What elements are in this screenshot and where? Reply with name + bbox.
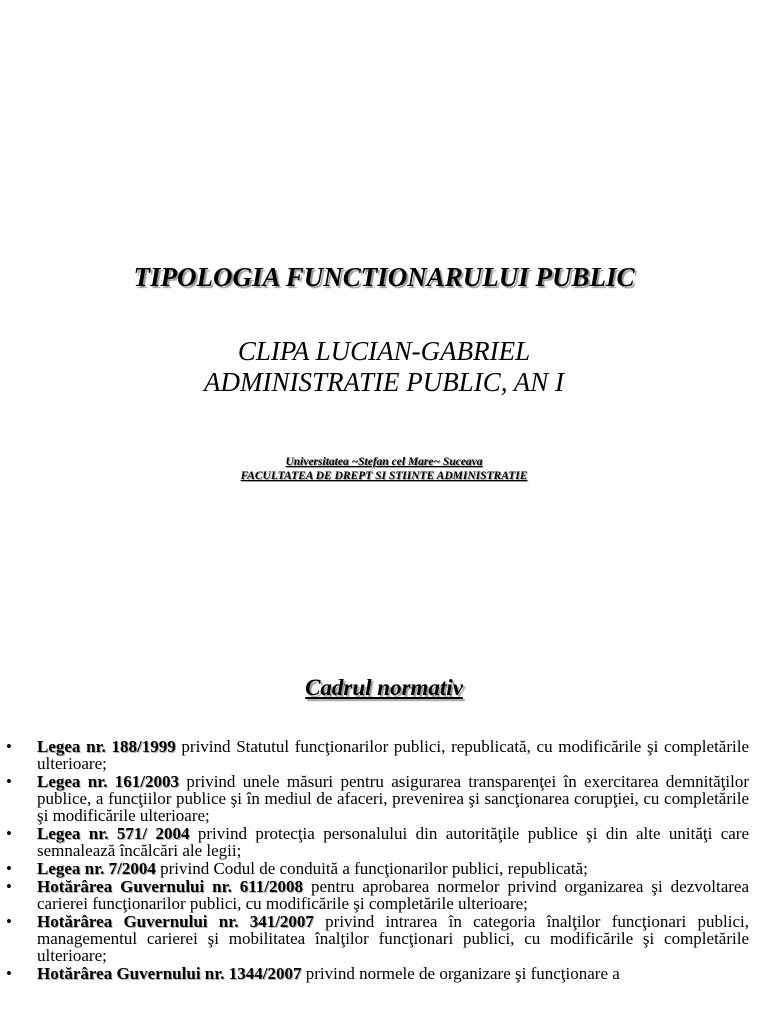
law-description: privind Statutul funcţionarilor publici, republicată, cu modificările şi completările ulterioare; (37, 737, 749, 773)
author-name: CLIPA LUCIAN-GABRIEL (237, 336, 531, 366)
presentation-title: TIPOLOGIA FUNCTIONARULUI PUBLIC (133, 262, 635, 292)
university-name: Universitatea ~Stefan cel Mare~ Suceava (285, 456, 483, 468)
law-reference: Hotărârea Guvernului nr. 611/2008 (37, 877, 304, 896)
law-reference: Hotărârea Guvernului nr. 341/2007 (37, 912, 314, 931)
law-description: privind Codul de conduită a funcţionarilor publici, republicată; (155, 859, 588, 878)
institution-block (0, 455, 768, 483)
law-reference: Legea nr. 7/2004 (37, 859, 156, 878)
list-item (0, 738, 768, 772)
faculty-name: FACULTATEA DE DREPT SI STIINTE ADMINISTRATIE (240, 470, 528, 482)
list-item (0, 860, 768, 877)
law-reference: Legea nr. 161/2003 (37, 772, 179, 791)
bullet-icon: • (6, 737, 12, 756)
author-program: ADMINISTRATIE PUBLIC, AN I (204, 367, 564, 397)
law-reference: Hotărârea Guvernului nr. 1344/2007 (37, 964, 302, 983)
bullet-icon: • (6, 912, 12, 931)
list-item (0, 965, 768, 982)
list-item (0, 913, 768, 964)
law-reference: Legea nr. 571/ 2004 (37, 824, 190, 843)
law-description: privind intrarea în categoria înalţilor funcţionari publici, managementul carierei şi mobilitatea înalţilor funcţionari publici, cu modificările şi completările ulterioare; (37, 912, 749, 965)
law-description: pentru aprobarea normelor privind organizarea şi dezvoltarea carierei funcţionarilor publici, cu modificările şi completările ulterioare; (37, 877, 749, 913)
bullet-icon: • (6, 877, 12, 896)
normative-list (0, 738, 768, 983)
bullet-icon: • (6, 824, 12, 843)
bullet-icon: • (6, 772, 12, 791)
law-description: privind protecţia personalului din autorităţile publice şi din alte unităţi care semnalează încălcări ale legii; (37, 824, 750, 860)
bullet-icon: • (6, 964, 12, 983)
law-reference: Legea nr. 188/1999 (37, 737, 176, 756)
list-item (0, 878, 768, 912)
bullet-icon: • (6, 859, 12, 878)
law-description: privind unele măsuri pentru asigurarea transparenţei în exercitarea demnităţilor publice, a funcţiilor publice şi în mediul de afaceri, prevenirea şi sancţionarea corupţiei, cu completările şi modificările ulterioare; (37, 772, 750, 825)
list-item (0, 773, 768, 824)
law-description: privind normele de organizare şi funcţionare a (301, 964, 620, 983)
section-title: Cadrul normativ (305, 675, 463, 700)
list-item (0, 825, 768, 859)
author-block (0, 336, 768, 398)
